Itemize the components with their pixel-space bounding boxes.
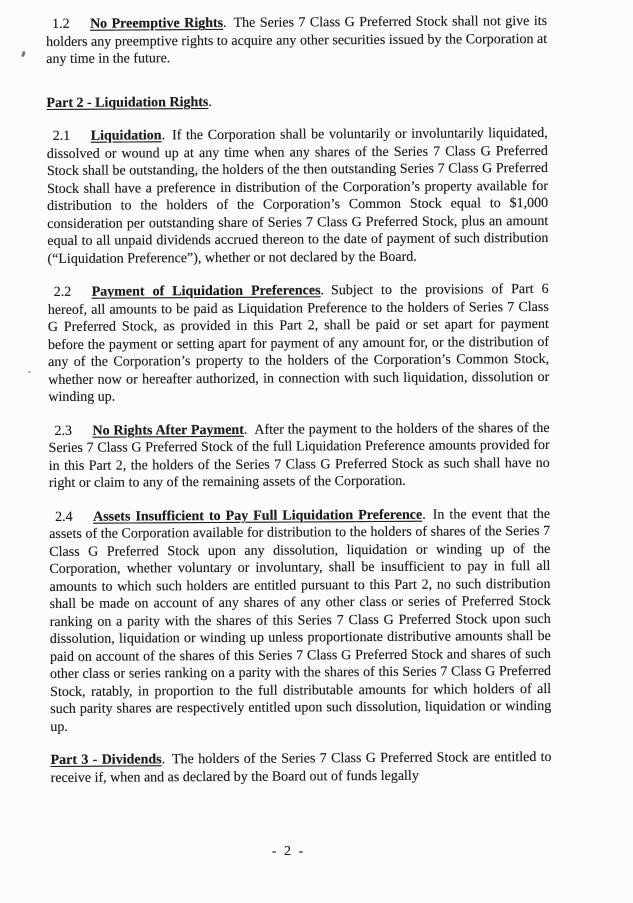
heading-period: . — [208, 94, 212, 110]
part-3-paragraph — [50, 749, 551, 787]
section-number: 2.3 — [54, 423, 73, 439]
heading-period: . — [320, 283, 325, 299]
section-2-2-paragraph — [48, 281, 550, 407]
heading-period: . — [161, 128, 166, 144]
section-number: 2.1 — [52, 128, 71, 144]
section-body: If the Corporation shall be voluntarily or involuntarily liquidated, dissolved or wound up at any time when any shares of the Series 7 Class G Preferred Stock shall be outstanding, the holders of the then outstanding Series 7 Class G Preferred Stock shall have a preference in distribution of the Corporation’s property available for distribution to the holders of the Corporation’s Common Stock equal to $1,000 consideration per outstanding share of Series 7 Class G Preferred Stock, plus an amount equal to all unpaid dividends accrued thereon to the date of payment of such distribution (“Liquidation Preference”), whether or not declared by the Board. — [46, 125, 549, 267]
section-heading: No Preemptive Rights — [90, 15, 224, 32]
section-body: After the payment to the holders of the shares of the Series 7 Class G Preferred Stock of the full Liquidation Preference amounts provided for in this Part 2, the holders of the Series 7 Class G Preferred Stock as such shall have no right or claim to any of the remaining assets of the Corporation. — [48, 420, 550, 491]
section-2-1-paragraph — [47, 125, 549, 268]
document-text-block — [46, 13, 552, 803]
section-body: The Series 7 Class G Preferred Stock shall not give its holders any preemptive rights to acquire any other securities issued by the Corporation at any time in the future. — [46, 13, 548, 67]
section-body: In the event that the assets of the Corporation available for distribution to the holders of shares of the Series 7 Class G Preferred Stock upon any dissolution, liquidation or winding up of the Corporation, whether voluntary or involuntary, shall be insufficient to pay in full all amounts to which such holders are entitled pursuant to this Part 2, no such distribution shall be made on account of any shares of any other class or series of Preferred Stock ranking on a parity with the shares of this Series 7 Class G Preferred Stock upon such dissolution, liquidation or winding up unless proportionate distributive amounts shall be paid on account of the shares of this Series 7 Class G Preferred Stock and shares of such other class or series ranking on a parity with the shares of this Series 7 Class G Preferred Stock, ratably, in proportion to the full distributable amounts for which holders of all such parity shares are respectively entitled upon such dissolution, liquidation or winding up. — [49, 506, 552, 735]
heading-period: . — [243, 422, 248, 438]
section-2-4-paragraph — [49, 505, 551, 736]
section-heading: No Rights After Payment — [92, 422, 244, 439]
part-heading-text: Part 2 - Liquidation Rights — [46, 94, 209, 111]
section-heading: Assets Insufficient to Pay Full Liquidation Preference — [93, 507, 423, 525]
section-heading: Payment of Liquidation Preferences — [91, 283, 321, 300]
heading-period: . — [422, 507, 426, 523]
section-number: 1.2 — [52, 16, 70, 32]
page-number: - 2 - — [271, 844, 306, 859]
heading-period: . — [161, 752, 166, 768]
section-heading: Liquidation — [90, 128, 162, 144]
part-heading-text: Part 3 - Dividends — [50, 752, 162, 768]
section-body: Subject to the provisions of Part 6 hereof, all amounts to be paid as Liquidation Preference to the holders of Series 7 Class G Preferred Stock, as provided in this Part 2, shall be paid or set apart for payment before the payment or setting apart for payment of any amount for, or the distribution of any of the Corporation’s property to the holders of the Corporation’s Common Stock, whether now or hereafter authorized, in connection with such liquidation, dissolution or winding up. — [47, 281, 550, 405]
scan-speck — [21, 51, 26, 58]
section-number: 2.4 — [55, 509, 73, 525]
section-2-3-paragraph — [48, 419, 549, 492]
section-1-2-paragraph — [46, 13, 547, 69]
heading-period: . — [223, 15, 227, 31]
part-2-heading — [46, 91, 547, 112]
scan-speck — [28, 371, 31, 373]
section-body: The holders of the Series 7 Class G Preferred Stock are entitled to receive if, when and as declared by the Board out of funds legally — [50, 749, 552, 786]
section-number: 2.2 — [53, 284, 72, 300]
